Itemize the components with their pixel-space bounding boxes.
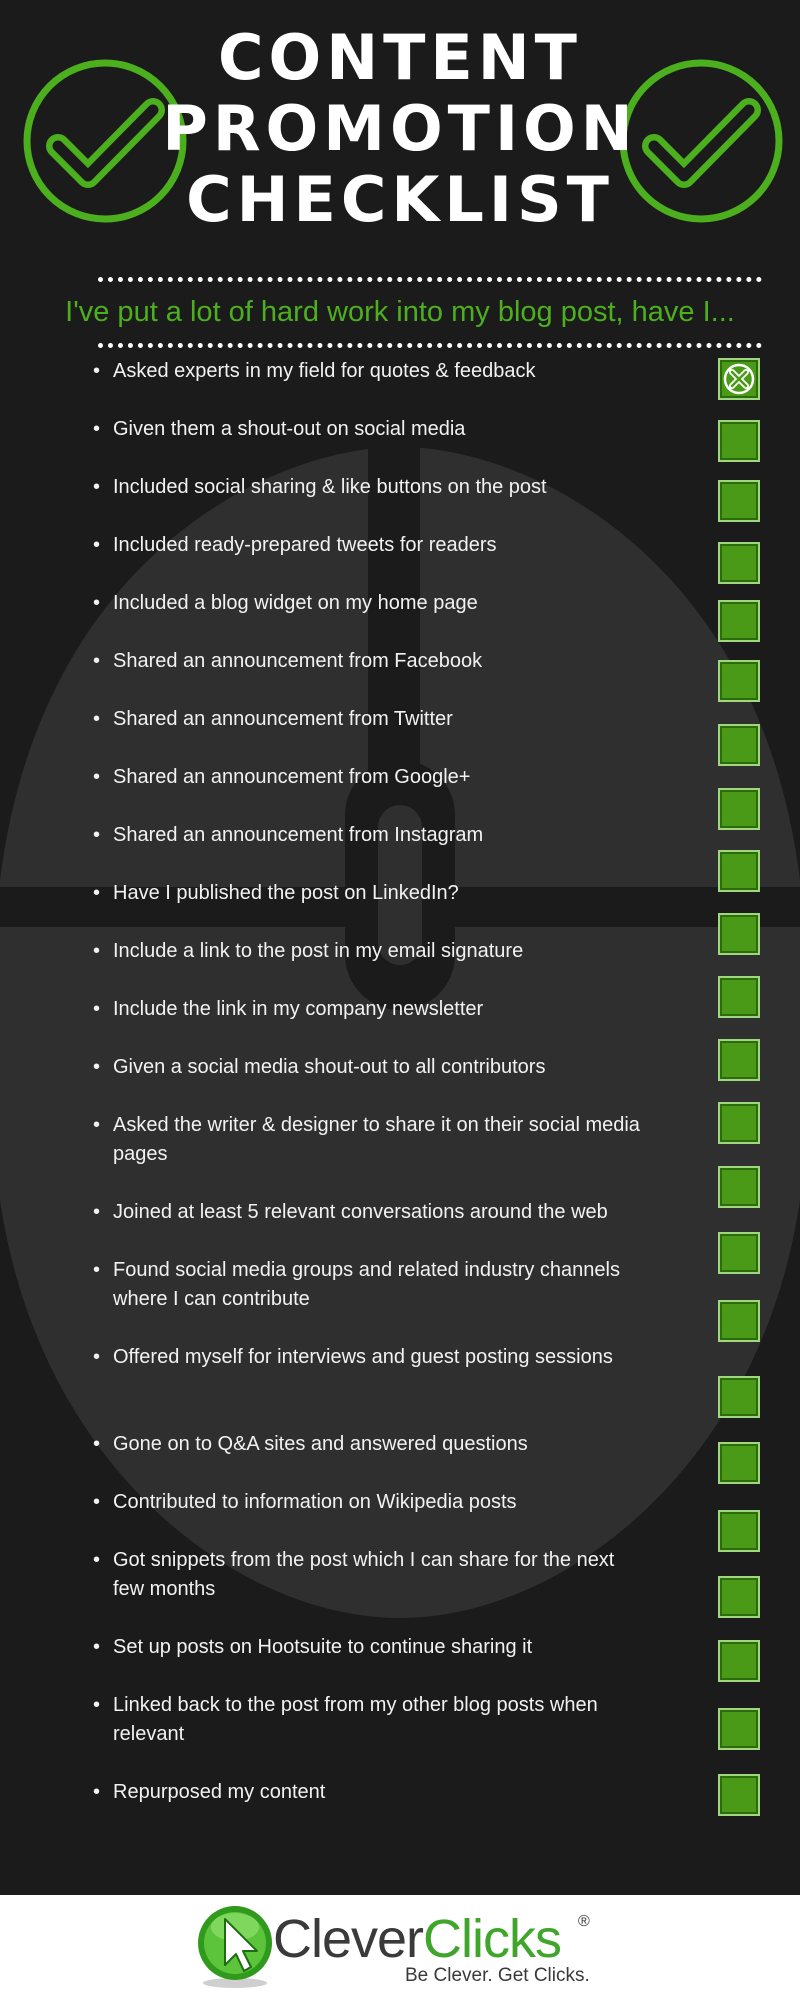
- checklist-item-text: • Included ready-prepared tweets for readers: [113, 531, 643, 560]
- checkbox[interactable]: [718, 1102, 760, 1144]
- brand-name-part1: Clever: [273, 1909, 424, 1969]
- checkbox[interactable]: [718, 1300, 760, 1342]
- checklist-item-text: • Included a blog widget on my home page: [113, 589, 643, 618]
- checklist-item-text: • Include a link to the post in my email signature: [113, 937, 643, 966]
- checklist-item-text: • Asked experts in my field for quotes & feedback: [113, 357, 643, 386]
- checkbox[interactable]: [718, 1166, 760, 1208]
- tagline: Be Clever. Get Clicks.: [405, 1965, 590, 1986]
- subtitle: I've put a lot of hard work into my blog post, have I...: [65, 296, 735, 328]
- checkbox[interactable]: [718, 542, 760, 584]
- checklist-item-text: • Shared an announcement from Google+: [113, 763, 643, 792]
- checkbox[interactable]: [718, 724, 760, 766]
- checkbox[interactable]: [718, 1640, 760, 1682]
- checklist-item-text: • Shared an announcement from Facebook: [113, 647, 643, 676]
- checkbox[interactable]: [718, 1576, 760, 1618]
- checklist-item-text: • Contributed to information on Wikipedia posts: [113, 1488, 643, 1517]
- checklist-item-text: • Found social media groups and related industry channels where I can contribute: [113, 1256, 643, 1314]
- checkbox[interactable]: [718, 1774, 760, 1816]
- brand-name: [273, 1909, 561, 1969]
- title-line-2: PROMOTION: [162, 92, 638, 165]
- checklist-item-text: • Set up posts on Hootsuite to continue sharing it: [113, 1633, 643, 1662]
- checklist-item-text: • Repurposed my content: [113, 1778, 643, 1807]
- checkbox[interactable]: [718, 420, 760, 462]
- checklist-item-text: • Got snippets from the post which I can share for the next few months: [113, 1546, 643, 1604]
- checkbox-checked[interactable]: [718, 358, 760, 400]
- checklist-item-text: • Gone on to Q&A sites and answered questions: [113, 1430, 643, 1459]
- checkbox[interactable]: [718, 1708, 760, 1750]
- checkbox[interactable]: [718, 660, 760, 702]
- checkbox[interactable]: [718, 788, 760, 830]
- registered-mark: ®: [578, 1913, 590, 1930]
- title-line-3: CHECKLIST: [186, 163, 614, 236]
- checklist-item-text: • Included social sharing & like buttons on the post: [113, 473, 643, 502]
- checklist-item-text: • Given a social media shout-out to all contributors: [113, 1053, 643, 1082]
- checklist-item-text: • Given them a shout-out on social media: [113, 415, 643, 444]
- checkbox[interactable]: [718, 1376, 760, 1418]
- checkbox[interactable]: [718, 1232, 760, 1274]
- checkbox[interactable]: [718, 1510, 760, 1552]
- checklist-item-text: • Joined at least 5 relevant conversations around the web: [113, 1198, 643, 1227]
- checkbox[interactable]: [718, 600, 760, 642]
- checkbox[interactable]: [718, 1039, 760, 1081]
- checklist-item-text: • Linked back to the post from my other blog posts when relevant: [113, 1691, 643, 1749]
- checkbox[interactable]: [718, 1442, 760, 1484]
- checklist-item-text: • Offered myself for interviews and guest posting sessions: [113, 1343, 643, 1372]
- checklist-item-text: • Shared an announcement from Instagram: [113, 821, 643, 850]
- checklist-item-text: • Shared an announcement from Twitter: [113, 705, 643, 734]
- title-line-1: CONTENT: [218, 21, 582, 94]
- footer: [0, 1895, 800, 2000]
- checklist-item-text: • Include the link in my company newsletter: [113, 995, 643, 1024]
- checkbox[interactable]: [718, 976, 760, 1018]
- cursor-arrow-icon: [195, 1903, 275, 1989]
- checklist-item-text: • Asked the writer & designer to share it on their social media pages: [113, 1111, 643, 1169]
- check-mark-icon: [720, 360, 758, 398]
- checklist-item-text: • Have I published the post on LinkedIn?: [113, 879, 643, 908]
- checkbox[interactable]: [718, 913, 760, 955]
- checkbox[interactable]: [718, 850, 760, 892]
- checkbox[interactable]: [718, 480, 760, 522]
- brand-name-part2: Clicks: [423, 1909, 562, 1969]
